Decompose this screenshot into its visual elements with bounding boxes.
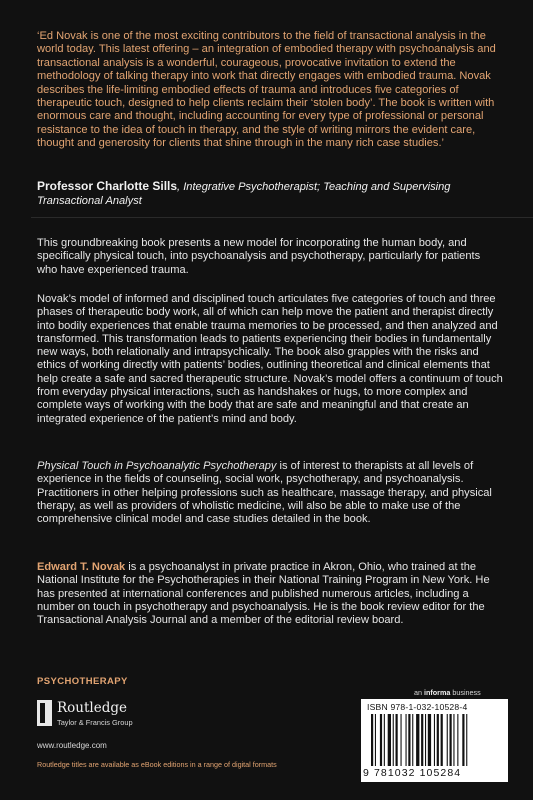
publisher-name: Routledge bbox=[57, 700, 127, 716]
barcode-number: 9 781032 105284 bbox=[363, 767, 462, 779]
endorsement-quote: ‘Ed Novak is one of the most exciting contributors to the field of transactional analysis in the world today. This latest offering – an integration of embodied therapy with psychoanalysis and transactional analysis is a wonderful, courageous, provocative invitation to extend the methodology of talking therapy into work that directly engages with embodied trauma. Novak describes the life-limiting embodied effects of trauma and introduces five categories of therapeutic touch, designed to help clients reclaim their ‘stolen body’. The book is written with enormous care and thought, including accounting for every type of professional or personal resistance to the idea of touch in therapy, and the style of writing mirrors the evident care, thought and generosity for clients that shine through in the many rich case studies.’ bbox=[37, 30, 496, 150]
description-paragraph-3 bbox=[37, 460, 503, 526]
informa-brand: informa bbox=[424, 688, 451, 697]
endorsement-attribution bbox=[37, 179, 503, 208]
informa-suffix: business bbox=[450, 688, 481, 697]
description-paragraph-1: This groundbreaking book presents a new model for incorporating the human body, and specifically physical touch, into psychoanalysis and psychotherapy, particularly for patients who have experienced trauma. bbox=[37, 237, 481, 276]
ebook-note: Routledge titles are available as eBook editions in a range of digital formats bbox=[37, 760, 277, 769]
author-bio bbox=[37, 561, 503, 627]
isbn-text: ISBN 978-1-032-10528-4 bbox=[367, 702, 468, 712]
category-label: PSYCHOTHERAPY bbox=[37, 676, 128, 687]
routledge-logo-icon bbox=[37, 700, 52, 726]
informa-tagline bbox=[414, 688, 481, 697]
barcode bbox=[361, 699, 508, 782]
publisher-logo bbox=[37, 700, 177, 740]
author-bio-text: is a psychoanalyst in private practice in Akron, Ohio, who trained at the National Institute for the Psychotherapies in their National Training Program in New York. He has presented at international conferences and published numerous articles, including a number on touch in psychotherapy and psychoanalysis. He is the book review editor for the Transactional Analysis Journal and a member of the editorial review board. bbox=[37, 561, 490, 627]
endorser-role: , Integrative Psychotherapist; Teaching and Supervising Transactional Analyst bbox=[37, 181, 451, 207]
description-paragraph-2: Novak’s model of informed and disciplined touch articulates five categories of touch and three phases of therapeutic body work, all of which can help move the patient and therapist directly into bodily experiences that enable trauma memories to be processed, and then analyzed and transformed. This transformation leads to patients experiencing their bodies in fundamentally new ways, both relationally and intrapsychically. The book also grapples with the risks and ethics of working directly with patients’ bodies, outlining theoretical and clinical elements that help create a safe and sacred therapeutic structure. Novak’s model offers a continuum of touch from everyday physical interactions, such as handshakes or hugs, to more complex and complete ways of working with the body that are safe and meaningful and that create an integrated experience of the patient’s mind and body. bbox=[37, 293, 503, 425]
endorser-name: Professor Charlotte Sills bbox=[37, 179, 178, 193]
publisher-website[interactable]: www.routledge.com bbox=[37, 741, 107, 750]
barcode-bars bbox=[361, 699, 508, 769]
audience-text: is of interest to therapists at all levels of experience in the fields of counseling, social work, psychotherapy, and psychoanalysis. Practitioners in other helping professions such as healthcare, massage therapy, and physical therapy, as well as providers of wholistic medicine, will also be able to make use of the comprehensive clinical model and case studies detailed in the book. bbox=[37, 460, 492, 526]
book-title: Physical Touch in Psychoanalytic Psychotherapy bbox=[37, 460, 277, 472]
informa-prefix: an bbox=[414, 688, 424, 697]
section-divider bbox=[31, 217, 533, 218]
author-name: Edward T. Novak bbox=[37, 561, 126, 573]
publisher-group: Taylor & Francis Group bbox=[57, 718, 133, 727]
